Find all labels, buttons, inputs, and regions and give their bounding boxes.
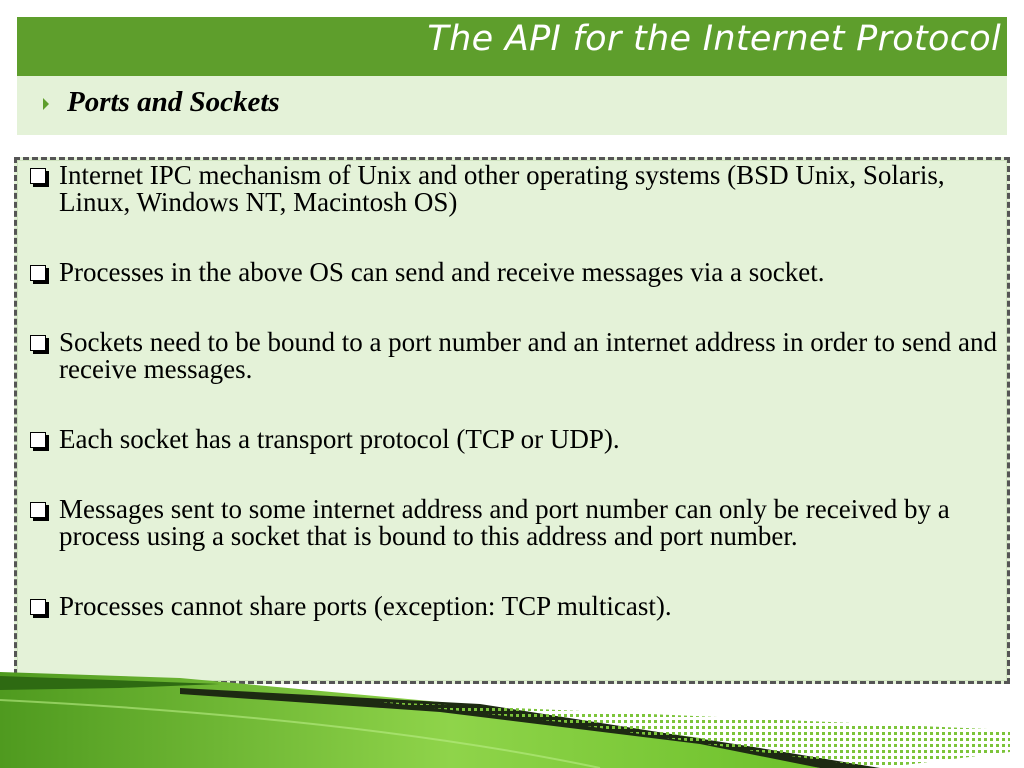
bullet-text: Processes cannot share ports (exception: TCP multicast).	[59, 591, 672, 621]
bullet-item	[30, 593, 1000, 620]
checkbox-square-icon	[30, 168, 46, 184]
checkbox-square-icon	[30, 502, 46, 518]
checkbox-square-icon	[30, 432, 46, 448]
footer-decoration	[0, 660, 1024, 768]
bullet-text: Each socket has a transport protocol (TCP or UDP).	[59, 424, 620, 454]
checkbox-square-icon	[30, 265, 46, 281]
bullet-list	[30, 162, 1000, 620]
checkbox-square-icon	[30, 335, 46, 351]
bullet-item	[30, 329, 1000, 383]
bullet-item	[30, 496, 1000, 550]
bullet-text: Processes in the above OS can send and receive messages via a socket.	[59, 257, 825, 287]
slide-title: The API for the Internet Protocol	[427, 19, 1001, 59]
triangle-right-icon	[43, 98, 49, 110]
bullet-item	[30, 426, 1000, 453]
bullet-item	[30, 162, 1000, 216]
title-bar	[17, 17, 1007, 76]
slide-subtitle: Ports and Sockets	[67, 86, 280, 118]
bullet-item	[30, 259, 1000, 286]
bullet-text: Messages sent to some internet address and port number can only be received by a process using a socket that is bound to this address and port number.	[59, 494, 950, 551]
bullet-text: Internet IPC mechanism of Unix and other operating systems (BSD Unix, Solaris, Linux, Windows NT, Macintosh OS)	[59, 160, 945, 217]
bullet-text: Sockets need to be bound to a port number and an internet address in order to send and receive messages.	[59, 327, 997, 384]
checkbox-square-icon	[30, 599, 46, 615]
